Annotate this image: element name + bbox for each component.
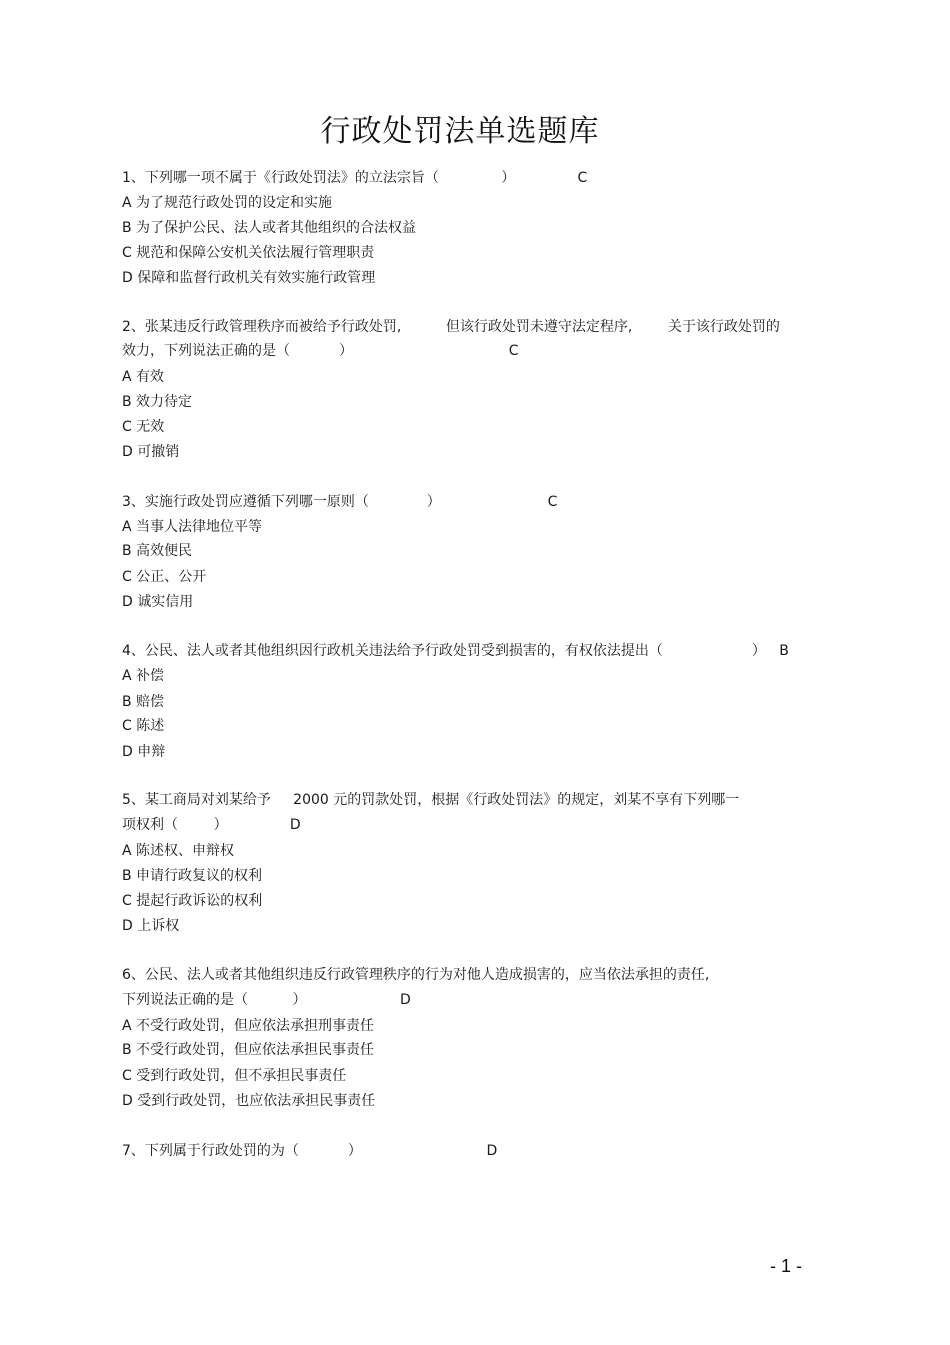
q2-option-a: A 有效	[122, 369, 165, 385]
q6-option-b: B 不受行政处罚，但应依法承担民事责任	[122, 1042, 375, 1058]
question-2-line-1: 2、张某违反行政管理秩序而被给予行政处罚, 但该行政处罚未遵守法定程序, 关于该行政处罚的	[122, 319, 780, 335]
question-6-line-1: 6、公民、法人或者其他组织违反行政管理秩序的行为对他人造成损害的，应当依法承担的责任,	[122, 967, 710, 983]
q2-option-b: B 效力待定	[122, 394, 193, 410]
q1-option-a: A 为了规范行政处罚的设定和实施	[122, 195, 333, 211]
q5-option-b: B 申请行政复议的权利	[122, 868, 263, 884]
q3-option-c: C 公正、公开	[122, 569, 207, 585]
page-number: - 1 -	[770, 1256, 803, 1276]
question-1: 1、下列哪一项不属于《行政处罚法》的立法宗旨（ ） C	[122, 170, 588, 186]
q1-option-d: D 保障和监督行政机关有效实施行政管理	[122, 270, 376, 286]
q4-option-b: B 赔偿	[122, 694, 165, 710]
q3-option-a: A 当事人法律地位平等	[122, 519, 263, 535]
question-7: 7、下列属于行政处罚的为（ ） D	[122, 1143, 498, 1159]
question-6-line-2: 下列说法正确的是（ ） D	[122, 992, 411, 1008]
q5-option-d: D 上诉权	[122, 918, 180, 934]
q6-option-c: C 受到行政处罚，但不承担民事责任	[122, 1068, 347, 1084]
q3-option-b: B 高效便民	[122, 543, 193, 559]
question-2-line-2: 效力，下列说法正确的是（ ） C	[122, 343, 519, 359]
q4-option-a: A 补偿	[122, 668, 165, 684]
q6-option-a: A 不受行政处罚，但应依法承担刑事责任	[122, 1018, 375, 1034]
q4-option-d: D 申辩	[122, 744, 166, 760]
q2-option-c: C 无效	[122, 419, 165, 435]
q5-option-a: A 陈述权、申辩权	[122, 843, 235, 859]
question-4: 4、公民、法人或者其他组织因行政机关违法给予行政处罚受到损害的，有权依法提出（ ） B	[122, 643, 789, 659]
page-title: 行政处罚法单选题库	[320, 114, 600, 149]
q2-option-d: D 可撤销	[122, 444, 180, 460]
q6-option-d: D 受到行政处罚，也应依法承担民事责任	[122, 1093, 376, 1109]
q3-option-d: D 诚实信用	[122, 594, 194, 610]
question-3: 3、实施行政处罚应遵循下列哪一原则（ ） C	[122, 494, 558, 510]
question-5-line-2: 项权利（ ） D	[122, 817, 301, 833]
q5-option-c: C 提起行政诉讼的权利	[122, 893, 263, 909]
q4-option-c: C 陈述	[122, 718, 165, 734]
q1-option-c: C 规范和保障公安机关依法履行管理职责	[122, 245, 375, 261]
question-5-line-1: 5、某工商局对刘某给予 2000 元的罚款处罚，根据《行政处罚法》的规定，刘某不享有下列哪一	[122, 792, 740, 808]
q1-option-b: B 为了保护公民、法人或者其他组织的合法权益	[122, 220, 417, 236]
